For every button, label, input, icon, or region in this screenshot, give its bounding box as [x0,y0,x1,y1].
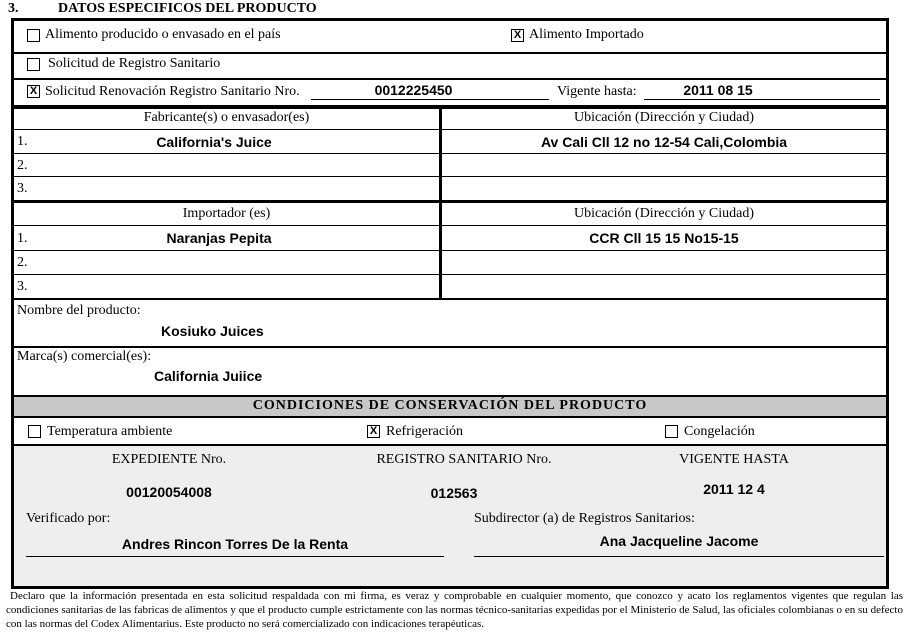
renovacion-number[interactable]: 0012225450 [374,82,453,98]
fabricante-location[interactable]: Av Cali Cll 12 no 12-54 Cali,Colombia [540,134,788,150]
divider [14,225,886,226]
local-label: Alimento producido o envasado en el país [45,27,281,42]
producto-label: Nombre del producto: [17,303,141,318]
congelacion-label: Congelación [684,424,755,439]
importadores-header: Importador (es) [182,206,271,221]
row-number: 2. [17,158,28,173]
row-number: 3. [17,181,28,196]
divider [14,52,886,54]
fabricante-name[interactable]: California's Juice [156,134,272,150]
renovacion-label: Solicitud Renovación Registro Sanitario Nro. [45,84,300,99]
importador-location[interactable]: CCR Cll 15 15 No15-15 [589,230,739,246]
divider [14,416,886,418]
registro-sanitario-label: REGISTRO SANITARIO Nro. [376,452,552,467]
imported-checkbox[interactable]: X [511,29,524,42]
row-number: 1. [17,134,28,149]
registro-checkbox[interactable] [27,58,40,71]
row-number: 2. [17,255,28,270]
divider [14,395,886,397]
declaration-text: Declaro que la información presentada en esta solicitud respaldada con mi firma, es veraz y comprobable en cualquier momento, que conozco y acato los reglamentos vigentes que regulan las condiciones sanitarias de las fabricas de alimentos y que el producto cumple estrictamente con las normas técnico-sanitarias expedidas por el Ministerio de Salud, las oficiales colombianas o en su defecto con las normas del Codex Alimentarius. Este producto no será comercializado con indicaciones terapéuticas. [6,590,903,630]
verificado-label: Verificado por: [26,511,111,526]
divider [14,444,886,446]
marca-label: Marca(s) comercial(es): [17,349,152,364]
vigente-value[interactable]: 2011 08 15 [683,82,753,98]
divider [14,346,886,348]
verificado-value[interactable]: Andres Rincon Torres De la Renta [121,536,349,552]
divider [14,274,886,275]
imported-label: Alimento Importado [529,27,644,42]
divider [14,200,886,203]
divider [14,176,886,177]
congelacion-checkbox[interactable] [665,425,678,438]
importador-name[interactable]: Naranjas Pepita [166,230,272,246]
expediente-value[interactable]: 00120054008 [126,484,212,500]
fabricantes-header: Fabricante(s) o envasador(es) [143,110,310,125]
section-title: DATOS ESPECIFICOS DEL PRODUCTO [58,1,317,16]
signature-line [474,556,884,557]
local-checkbox[interactable] [27,29,40,42]
signature-line [26,556,444,557]
underline [644,99,880,100]
marca-value[interactable]: California Juiice [154,368,263,384]
divider [14,298,886,300]
subdirector-value[interactable]: Ana Jacqueline Jacome [599,533,759,549]
renovacion-checkbox[interactable]: X [27,85,40,98]
registro-sanitario-value[interactable]: 012563 [430,485,478,501]
vigente-hasta-label: VIGENTE HASTA [679,452,789,467]
divider [14,153,886,154]
divider [14,105,886,109]
row-number: 1. [17,231,28,246]
vigente-label: Vigente hasta: [557,84,637,99]
refrigeracion-label: Refrigeración [386,424,463,439]
importadores-location-header: Ubicación (Dirección y Ciudad) [574,206,754,221]
row-number: 3. [17,279,28,294]
divider [14,78,886,80]
refrigeracion-checkbox[interactable]: X [367,425,380,438]
registro-label: Solicitud de Registro Sanitario [48,56,221,71]
divider [14,250,886,251]
ambiente-label: Temperatura ambiente [47,424,173,439]
underline [311,99,549,100]
fabricantes-location-header: Ubicación (Dirección y Ciudad) [574,110,754,125]
producto-value[interactable]: Kosiuko Juices [161,323,264,339]
divider [14,129,886,130]
conservacion-header: CONDICIONES DE CONSERVACIÓN DEL PRODUCTO [252,398,648,413]
expediente-label: EXPEDIENTE Nro. [111,452,227,467]
form-frame [11,18,889,589]
section-number: 3. [8,1,19,16]
subdirector-label: Subdirector (a) de Registros Sanitarios: [474,511,695,526]
ambiente-checkbox[interactable] [28,425,41,438]
vigente-hasta-value[interactable]: 2011 12 4 [703,481,765,497]
